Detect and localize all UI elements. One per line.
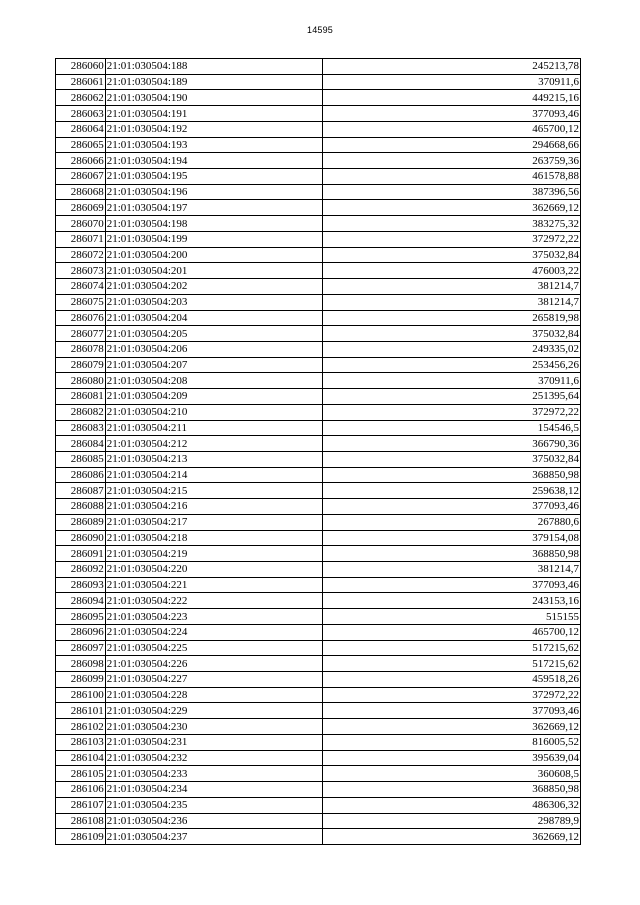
cadastral-value-cell: 259638,12 <box>323 483 581 499</box>
row-number-cell: 286099 <box>56 672 106 688</box>
row-number-cell: 286077 <box>56 326 106 342</box>
cadastral-value-cell: 360608,5 <box>323 766 581 782</box>
table-row <box>56 373 581 389</box>
cadastral-number-cell: 21:01:030504:203 <box>105 294 322 310</box>
table-row <box>56 106 581 122</box>
table-row <box>56 514 581 530</box>
row-number-cell: 286092 <box>56 562 106 578</box>
cadastral-value-cell: 368850,98 <box>323 782 581 798</box>
table-row <box>56 483 581 499</box>
cadastral-value-cell: 515155 <box>323 609 581 625</box>
row-number-cell: 286086 <box>56 467 106 483</box>
cadastral-number-cell: 21:01:030504:196 <box>105 184 322 200</box>
row-number-cell: 286060 <box>56 59 106 75</box>
table-row <box>56 766 581 782</box>
cadastral-number-cell: 21:01:030504:237 <box>105 829 322 845</box>
table-row <box>56 137 581 153</box>
cadastral-number-cell: 21:01:030504:234 <box>105 782 322 798</box>
cadastral-value-cell: 517215,62 <box>323 656 581 672</box>
cadastral-number-cell: 21:01:030504:232 <box>105 750 322 766</box>
row-number-cell: 286065 <box>56 137 106 153</box>
table-row <box>56 153 581 169</box>
table-row <box>56 200 581 216</box>
row-number-cell: 286069 <box>56 200 106 216</box>
table-row <box>56 341 581 357</box>
table-row <box>56 263 581 279</box>
cadastral-number-cell: 21:01:030504:215 <box>105 483 322 499</box>
cadastral-number-cell: 21:01:030504:205 <box>105 326 322 342</box>
table-row <box>56 451 581 467</box>
table-row <box>56 121 581 137</box>
cadastral-value-cell: 816005,52 <box>323 734 581 750</box>
table-row <box>56 656 581 672</box>
table-row <box>56 499 581 515</box>
cadastral-number-cell: 21:01:030504:236 <box>105 813 322 829</box>
table-row <box>56 467 581 483</box>
cadastral-value-cell: 375032,84 <box>323 451 581 467</box>
cadastral-number-cell: 21:01:030504:221 <box>105 577 322 593</box>
row-number-cell: 286094 <box>56 593 106 609</box>
page-number: 14595 <box>306 25 334 35</box>
cadastral-value-cell: 381214,7 <box>323 562 581 578</box>
cadastral-value-cell: 294668,66 <box>323 137 581 153</box>
cadastral-number-cell: 21:01:030504:195 <box>105 169 322 185</box>
row-number-cell: 286066 <box>56 153 106 169</box>
row-number-cell: 286097 <box>56 640 106 656</box>
row-number-cell: 286103 <box>56 734 106 750</box>
table-row <box>56 216 581 232</box>
row-number-cell: 286098 <box>56 656 106 672</box>
row-number-cell: 286061 <box>56 74 106 90</box>
cadastral-number-cell: 21:01:030504:190 <box>105 90 322 106</box>
table-row <box>56 357 581 373</box>
cadastral-number-cell: 21:01:030504:200 <box>105 247 322 263</box>
table-row <box>56 750 581 766</box>
cadastral-value-cell: 368850,98 <box>323 546 581 562</box>
cadastral-value-cell: 366790,36 <box>323 436 581 452</box>
row-number-cell: 286062 <box>56 90 106 106</box>
cadastral-value-cell: 395639,04 <box>323 750 581 766</box>
cadastral-value-cell: 381214,7 <box>323 279 581 295</box>
cadastral-value-cell: 372972,22 <box>323 687 581 703</box>
cadastral-value-cell: 459518,26 <box>323 672 581 688</box>
row-number-cell: 286071 <box>56 231 106 247</box>
row-number-cell: 286080 <box>56 373 106 389</box>
row-number-cell: 286105 <box>56 766 106 782</box>
cadastral-value-cell: 362669,12 <box>323 829 581 845</box>
cadastral-number-cell: 21:01:030504:204 <box>105 310 322 326</box>
table-row <box>56 59 581 75</box>
table-row <box>56 640 581 656</box>
row-number-cell: 286107 <box>56 797 106 813</box>
row-number-cell: 286089 <box>56 514 106 530</box>
cadastral-value-table <box>55 58 581 845</box>
cadastral-number-cell: 21:01:030504:213 <box>105 451 322 467</box>
row-number-cell: 286108 <box>56 813 106 829</box>
cadastral-value-cell: 461578,88 <box>323 169 581 185</box>
cadastral-value-cell: 372972,22 <box>323 231 581 247</box>
cadastral-value-cell: 517215,62 <box>323 640 581 656</box>
table-row <box>56 813 581 829</box>
cadastral-value-cell: 298789,9 <box>323 813 581 829</box>
cadastral-number-cell: 21:01:030504:189 <box>105 74 322 90</box>
cadastral-number-cell: 21:01:030504:230 <box>105 719 322 735</box>
cadastral-value-cell: 372972,22 <box>323 404 581 420</box>
cadastral-value-cell: 265819,98 <box>323 310 581 326</box>
cadastral-value-cell: 154546,5 <box>323 420 581 436</box>
table-row <box>56 389 581 405</box>
cadastral-number-cell: 21:01:030504:210 <box>105 404 322 420</box>
cadastral-number-cell: 21:01:030504:229 <box>105 703 322 719</box>
cadastral-value-cell: 379154,08 <box>323 530 581 546</box>
cadastral-number-cell: 21:01:030504:198 <box>105 216 322 232</box>
cadastral-number-cell: 21:01:030504:216 <box>105 499 322 515</box>
cadastral-number-cell: 21:01:030504:192 <box>105 121 322 137</box>
table-row <box>56 577 581 593</box>
cadastral-value-cell: 383275,32 <box>323 216 581 232</box>
cadastral-number-cell: 21:01:030504:194 <box>105 153 322 169</box>
row-number-cell: 286072 <box>56 247 106 263</box>
cadastral-number-cell: 21:01:030504:227 <box>105 672 322 688</box>
cadastral-value-cell: 263759,36 <box>323 153 581 169</box>
table-row <box>56 624 581 640</box>
row-number-cell: 286091 <box>56 546 106 562</box>
cadastral-number-cell: 21:01:030504:207 <box>105 357 322 373</box>
row-number-cell: 286063 <box>56 106 106 122</box>
cadastral-value-cell: 377093,46 <box>323 703 581 719</box>
table-row <box>56 672 581 688</box>
cadastral-value-cell: 375032,84 <box>323 326 581 342</box>
cadastral-value-cell: 370911,6 <box>323 373 581 389</box>
cadastral-number-cell: 21:01:030504:231 <box>105 734 322 750</box>
table-row <box>56 326 581 342</box>
row-number-cell: 286078 <box>56 341 106 357</box>
cadastral-value-cell: 249335,02 <box>323 341 581 357</box>
cadastral-value-cell: 253456,26 <box>323 357 581 373</box>
row-number-cell: 286106 <box>56 782 106 798</box>
cadastral-number-cell: 21:01:030504:201 <box>105 263 322 279</box>
table-row <box>56 546 581 562</box>
cadastral-number-cell: 21:01:030504:212 <box>105 436 322 452</box>
cadastral-value-cell: 368850,98 <box>323 467 581 483</box>
row-number-cell: 286096 <box>56 624 106 640</box>
cadastral-value-cell: 267880,6 <box>323 514 581 530</box>
row-number-cell: 286093 <box>56 577 106 593</box>
row-number-cell: 286095 <box>56 609 106 625</box>
row-number-cell: 286067 <box>56 169 106 185</box>
cadastral-value-cell: 245213,78 <box>323 59 581 75</box>
table-row <box>56 90 581 106</box>
cadastral-number-cell: 21:01:030504:214 <box>105 467 322 483</box>
row-number-cell: 286070 <box>56 216 106 232</box>
cadastral-number-cell: 21:01:030504:211 <box>105 420 322 436</box>
row-number-cell: 286068 <box>56 184 106 200</box>
cadastral-value-cell: 387396,56 <box>323 184 581 200</box>
cadastral-value-cell: 375032,84 <box>323 247 581 263</box>
cadastral-number-cell: 21:01:030504:218 <box>105 530 322 546</box>
cadastral-value-cell: 251395,64 <box>323 389 581 405</box>
cadastral-number-cell: 21:01:030504:225 <box>105 640 322 656</box>
table-row <box>56 279 581 295</box>
table-row <box>56 703 581 719</box>
cadastral-number-cell: 21:01:030504:208 <box>105 373 322 389</box>
row-number-cell: 286073 <box>56 263 106 279</box>
row-number-cell: 286075 <box>56 294 106 310</box>
row-number-cell: 286100 <box>56 687 106 703</box>
cadastral-value-cell: 449215,16 <box>323 90 581 106</box>
row-number-cell: 286083 <box>56 420 106 436</box>
cadastral-number-cell: 21:01:030504:202 <box>105 279 322 295</box>
row-number-cell: 286104 <box>56 750 106 766</box>
cadastral-number-cell: 21:01:030504:199 <box>105 231 322 247</box>
row-number-cell: 286064 <box>56 121 106 137</box>
table-row <box>56 74 581 90</box>
table-row <box>56 169 581 185</box>
table-row <box>56 719 581 735</box>
cadastral-value-cell: 377093,46 <box>323 577 581 593</box>
table-row <box>56 247 581 263</box>
table-row <box>56 782 581 798</box>
cadastral-number-cell: 21:01:030504:222 <box>105 593 322 609</box>
table-row <box>56 404 581 420</box>
table-row <box>56 530 581 546</box>
cadastral-value-cell: 370911,6 <box>323 74 581 90</box>
row-number-cell: 286076 <box>56 310 106 326</box>
table-row <box>56 294 581 310</box>
row-number-cell: 286087 <box>56 483 106 499</box>
table-row <box>56 231 581 247</box>
cadastral-value-cell: 476003,22 <box>323 263 581 279</box>
table-row <box>56 797 581 813</box>
cadastral-value-cell: 362669,12 <box>323 200 581 216</box>
table-row <box>56 562 581 578</box>
cadastral-number-cell: 21:01:030504:193 <box>105 137 322 153</box>
table-row <box>56 734 581 750</box>
cadastral-number-cell: 21:01:030504:235 <box>105 797 322 813</box>
cadastral-value-cell: 362669,12 <box>323 719 581 735</box>
cadastral-value-cell: 465700,12 <box>323 121 581 137</box>
table-row <box>56 829 581 845</box>
cadastral-number-cell: 21:01:030504:219 <box>105 546 322 562</box>
row-number-cell: 286081 <box>56 389 106 405</box>
cadastral-number-cell: 21:01:030504:224 <box>105 624 322 640</box>
row-number-cell: 286079 <box>56 357 106 373</box>
row-number-cell: 286084 <box>56 436 106 452</box>
cadastral-number-cell: 21:01:030504:197 <box>105 200 322 216</box>
table-row <box>56 593 581 609</box>
cadastral-number-cell: 21:01:030504:191 <box>105 106 322 122</box>
row-number-cell: 286074 <box>56 279 106 295</box>
row-number-cell: 286090 <box>56 530 106 546</box>
cadastral-number-cell: 21:01:030504:233 <box>105 766 322 782</box>
row-number-cell: 286109 <box>56 829 106 845</box>
cadastral-value-cell: 486306,32 <box>323 797 581 813</box>
cadastral-value-cell: 377093,46 <box>323 499 581 515</box>
row-number-cell: 286085 <box>56 451 106 467</box>
cadastral-number-cell: 21:01:030504:223 <box>105 609 322 625</box>
cadastral-value-cell: 243153,16 <box>323 593 581 609</box>
cadastral-value-cell: 377093,46 <box>323 106 581 122</box>
cadastral-number-cell: 21:01:030504:188 <box>105 59 322 75</box>
table-row <box>56 687 581 703</box>
table-row <box>56 310 581 326</box>
cadastral-number-cell: 21:01:030504:217 <box>105 514 322 530</box>
cadastral-number-cell: 21:01:030504:209 <box>105 389 322 405</box>
table-row <box>56 420 581 436</box>
cadastral-value-cell: 381214,7 <box>323 294 581 310</box>
cadastral-number-cell: 21:01:030504:220 <box>105 562 322 578</box>
table-body <box>56 59 581 845</box>
cadastral-number-cell: 21:01:030504:206 <box>105 341 322 357</box>
row-number-cell: 286082 <box>56 404 106 420</box>
row-number-cell: 286101 <box>56 703 106 719</box>
cadastral-value-cell: 465700,12 <box>323 624 581 640</box>
table-row <box>56 609 581 625</box>
row-number-cell: 286088 <box>56 499 106 515</box>
row-number-cell: 286102 <box>56 719 106 735</box>
table-row <box>56 184 581 200</box>
cadastral-number-cell: 21:01:030504:228 <box>105 687 322 703</box>
table-row <box>56 436 581 452</box>
cadastral-number-cell: 21:01:030504:226 <box>105 656 322 672</box>
